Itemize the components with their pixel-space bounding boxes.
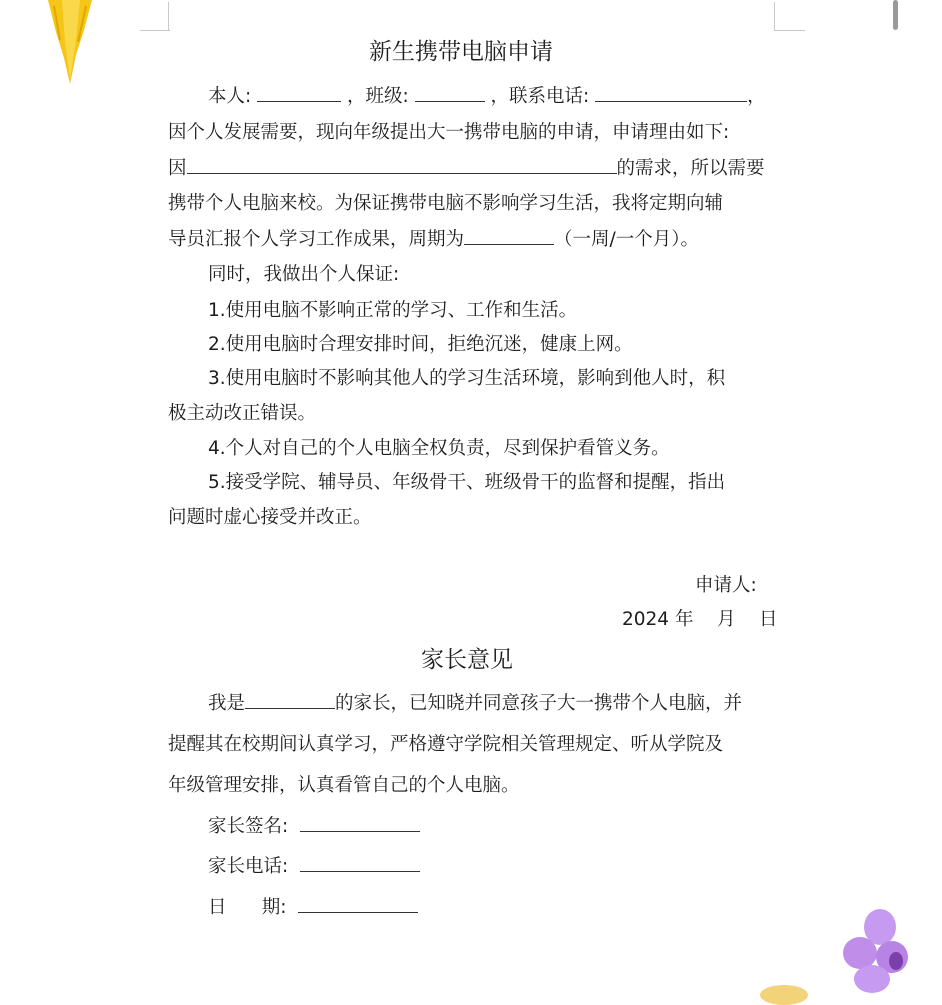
scrollbar-thumb[interactable] xyxy=(893,0,898,30)
parent-signature-blank[interactable] xyxy=(300,830,420,832)
page-corner-top-left xyxy=(140,2,170,31)
info-trail: ， xyxy=(747,86,766,107)
reason-intro-line: 因个人发展需要，现向年级提出大一携带电脑的申请，申请理由如下: xyxy=(168,122,730,143)
reason-line xyxy=(168,160,765,179)
applicant-info-line xyxy=(208,88,766,107)
parent-line1-suffix: 的家长，已知晓并同意孩子大一携带个人电脑，并 xyxy=(335,693,743,714)
period-blank[interactable] xyxy=(464,243,554,245)
parent-prefix: 我是 xyxy=(208,693,246,714)
pledge-item: 3.使用电脑时不影响其他人的学习生活环境，影响到他人时，积 xyxy=(208,368,726,389)
pledge-item: 5.接受学院、辅导员、年级骨干、班级骨干的监督和提醒，指出 xyxy=(208,472,726,493)
pledge-item: 2.使用电脑时合理安排时间，拒绝沉迷，健康上网。 xyxy=(208,334,633,355)
pledge-item-continued: 问题时虚心接受并改正。 xyxy=(168,507,372,528)
parent-line-1 xyxy=(208,695,742,714)
purple-flower-decoration xyxy=(842,905,912,996)
name-label: 本人: xyxy=(208,86,252,107)
reason-suffix: 的需求，所以需要 xyxy=(616,158,765,179)
parent-phone-blank[interactable] xyxy=(300,870,420,872)
parent-date-blank[interactable] xyxy=(298,911,418,913)
period-line xyxy=(168,231,699,250)
name-blank[interactable] xyxy=(257,100,341,102)
parent-signature-label: 家长签名: xyxy=(208,816,289,837)
reason-blank[interactable] xyxy=(187,172,617,174)
applicant-signature-label: 申请人: xyxy=(695,575,757,596)
application-date: 2024 年 月 日 xyxy=(622,609,778,630)
period-suffix: （一周/一个月）。 xyxy=(554,229,699,250)
phone-blank[interactable] xyxy=(595,100,747,102)
yellow-flower-decoration xyxy=(40,0,100,90)
reason-line-3: 携带个人电脑来校。为保证携带电脑不影响学习生活，我将定期向辅 xyxy=(168,193,724,214)
application-title: 新生携带电脑申请 xyxy=(369,39,553,65)
parent-line-3: 年级管理安排，认真看管自己的个人电脑。 xyxy=(168,775,520,796)
pledge-intro: 同时，我做出个人保证: xyxy=(208,264,400,285)
page-corner-top-left-v xyxy=(168,2,169,30)
period-prefix: 导员汇报个人学习工作成果，周期为 xyxy=(168,229,465,250)
parent-phone-label: 家长电话: xyxy=(208,856,289,877)
parent-signature-row xyxy=(208,818,420,837)
pledge-item: 1.使用电脑不影响正常的学习、工作和生活。 xyxy=(208,300,578,321)
class-blank[interactable] xyxy=(415,100,485,102)
class-label: ，班级: xyxy=(347,86,409,107)
yellow-petal-decoration xyxy=(760,985,808,1005)
child-name-blank[interactable] xyxy=(245,707,335,709)
parent-opinion-title: 家长意见 xyxy=(421,647,513,673)
parent-date-label: 日 期: xyxy=(208,897,287,918)
parent-phone-row xyxy=(208,858,420,877)
pledge-item-continued: 极主动改正错误。 xyxy=(168,403,317,424)
phone-label: ，联系电话: xyxy=(490,86,590,107)
page-corner-top-right xyxy=(774,2,805,31)
reason-prefix: 因 xyxy=(168,158,187,179)
parent-line-2: 提醒其在校期间认真学习，严格遵守学院相关管理规定、听从学院及 xyxy=(168,734,724,755)
pledge-item: 4.个人对自己的个人电脑全权负责，尽到保护看管义务。 xyxy=(208,438,670,459)
parent-date-row xyxy=(208,899,418,918)
